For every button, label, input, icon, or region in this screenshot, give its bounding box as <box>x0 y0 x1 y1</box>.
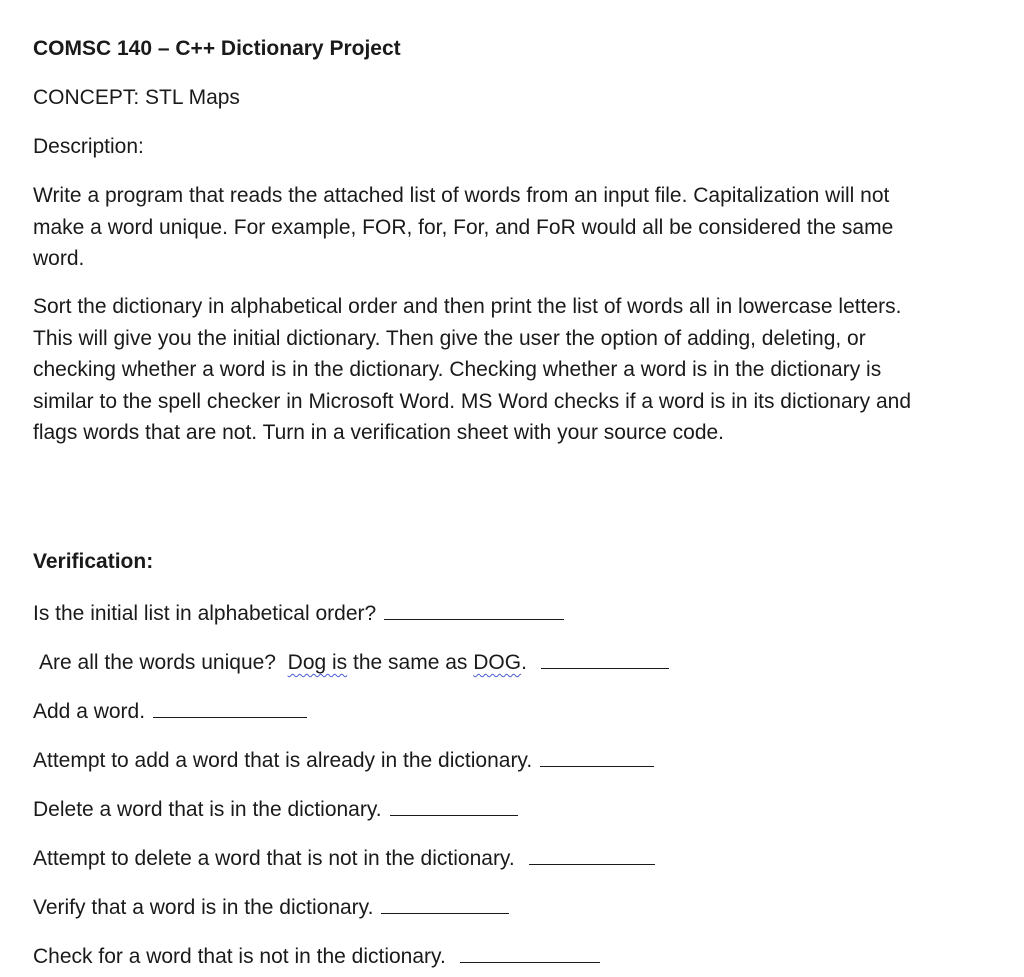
flagged-word-dog-is: Dog is <box>287 651 348 674</box>
answer-blank[interactable] <box>153 697 307 718</box>
checklist-item-text: Check for a word that is not in the dictionary. <box>33 945 446 968</box>
answer-blank[interactable] <box>529 844 655 865</box>
checklist-item-add-existing <box>33 746 654 773</box>
checklist-item-text: Add a word. <box>33 700 146 723</box>
answer-blank[interactable] <box>381 893 509 914</box>
checklist-item-add <box>33 697 307 724</box>
checklist-item-unique <box>39 648 669 675</box>
flagged-word-dog-caps: DOG <box>473 651 522 674</box>
answer-blank[interactable] <box>460 942 600 963</box>
checklist-item-text: Verify that a word is in the dictionary. <box>33 896 374 919</box>
paragraph-intro: Write a program that reads the attached list of words from an input file. Capitalization will not make a word unique. For example, FOR, for, For, and FoR would all be considered the same word. <box>33 184 894 271</box>
checklist-item-text: Is the initial list in alphabetical order? <box>33 602 377 625</box>
checklist-item-check-missing <box>33 942 600 969</box>
checklist-item-alphabetical <box>33 599 564 626</box>
answer-blank[interactable] <box>384 599 564 620</box>
checklist-item-verify <box>33 893 509 920</box>
concept-line: CONCEPT: STL Maps <box>33 86 240 109</box>
checklist-item-text-prefix: Are all the words unique? <box>39 651 288 674</box>
answer-blank[interactable] <box>541 648 669 669</box>
verification-heading: Verification: <box>33 550 154 573</box>
checklist-item-delete <box>33 795 518 822</box>
answer-blank[interactable] <box>540 746 654 767</box>
description-heading: Description: <box>33 135 144 158</box>
checklist-item-text: Delete a word that is in the dictionary. <box>33 798 382 821</box>
paragraph-instructions: Sort the dictionary in alphabetical order and then print the list of words all in lowercase letters. This will give you the initial dictionary. Then give the user the option of adding, deleting, or checking whether a word is in the dictionary. Checking whether a word is in the dictionary is similar to the spell checker in Microsoft Word. MS Word checks if a word is in its dictionary and flags words that are not. Turn in a verification sheet with your source code. <box>33 295 912 445</box>
checklist-item-text: Attempt to delete a word that is not in the dictionary. <box>33 847 515 870</box>
checklist-item-text-suffix: . <box>521 651 527 674</box>
checklist-item-delete-missing <box>33 844 655 871</box>
document-title: COMSC 140 – C++ Dictionary Project <box>33 37 401 60</box>
answer-blank[interactable] <box>390 795 518 816</box>
checklist-item-text: Attempt to add a word that is already in the dictionary. <box>33 749 533 772</box>
checklist-item-text-middle: the same as <box>347 651 474 674</box>
